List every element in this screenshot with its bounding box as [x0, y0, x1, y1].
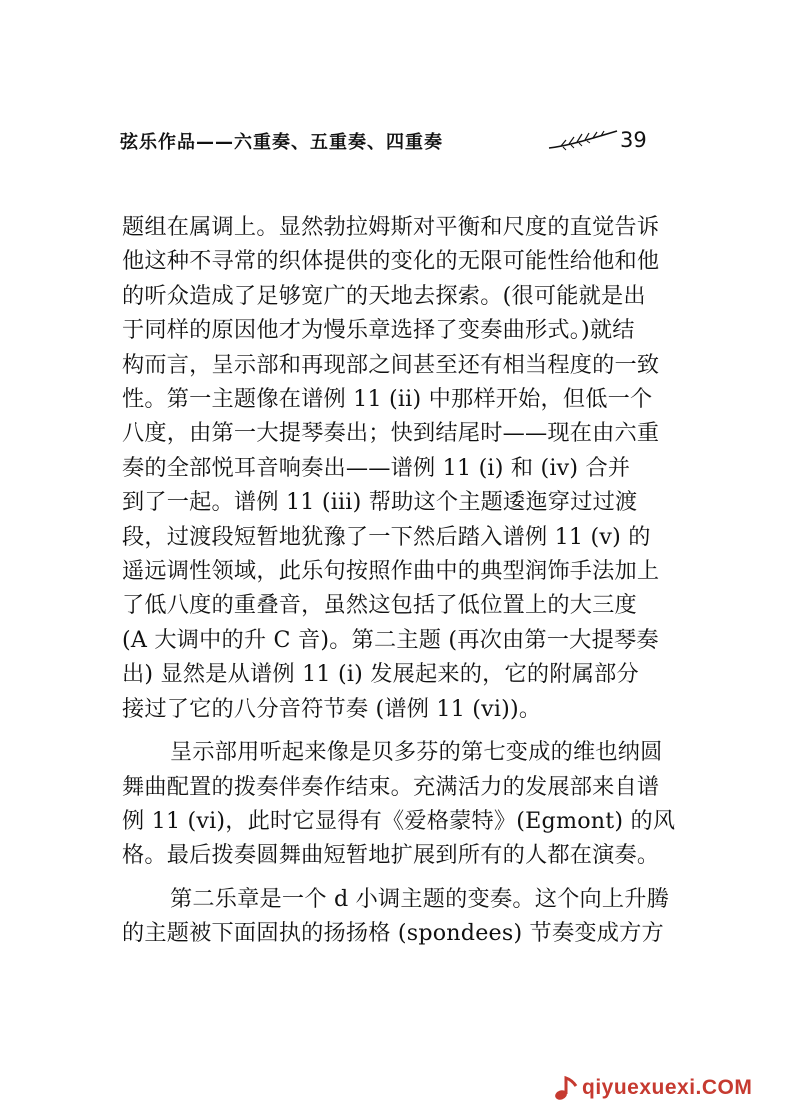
text-line: 于同样的原因他才为慢乐章选择了变奏曲形式。)就结	[122, 317, 635, 344]
text-line: 了低八度的重叠音，虽然这包括了低位置上的大三度	[122, 592, 637, 619]
text-line: (A 大调中的升 C 音)。第二主题 (再次由第一大提琴奏	[122, 626, 659, 653]
running-title: 弦乐作品——六重奏、五重奏、四重奏	[120, 132, 443, 153]
page-number: 39	[620, 128, 647, 152]
text-line: 的主题被下面固执的扬扬格 (spondees) 节奏变成方方	[122, 920, 664, 947]
text-line: 构而言，呈示部和再现部之间甚至还有相当程度的一致	[122, 351, 660, 378]
text-line: 的听众造成了足够宽广的天地去探索。(很可能就是出	[122, 282, 646, 309]
text-line: 格。最后拨奏圆舞曲短暂地扩展到所有的人都在演奏。	[122, 842, 660, 869]
text-line: 题组在属调上。显然勃拉姆斯对平衡和尺度的直觉告诉	[122, 214, 660, 240]
text-line: 段，过渡段短暂地犹豫了一下然后踏入谱例 11 (v) 的	[122, 523, 651, 550]
text-line: 呈示部用听起来像是贝多芬的第七变成的维也纳圆	[170, 739, 663, 766]
running-head	[120, 120, 680, 160]
text-line: 他这种不寻常的织体提供的变化的无限可能性给他和他	[122, 248, 660, 275]
text-line: 舞曲配置的拨奏伴奏作结束。充满活力的发展部来自谱	[122, 773, 660, 800]
music-note-logo-icon	[552, 1074, 582, 1102]
text-line: 出) 显然是从谱例 11 (i) 发展起来的，它的附属部分	[122, 661, 639, 688]
feather-flourish-icon	[547, 128, 619, 152]
text-line: 性。第一主题像在谱例 11 (ii) 中那样开始，但低一个	[122, 386, 653, 413]
text-line: 第二乐章是一个 d 小调主题的变奏。这个向上升腾	[170, 885, 670, 912]
text-line: 例 11 (vi)，此时它显得有《爱格蒙特》(Egmont) 的风	[122, 807, 676, 834]
watermark-text: qiyuexuexi.COM	[582, 1076, 753, 1099]
body-text	[122, 210, 682, 951]
site-watermark	[552, 1072, 788, 1106]
text-line: 遥远调性领域，此乐句按照作曲中的典型润饰手法加上	[122, 558, 660, 585]
text-line: 接过了它的八分音符节奏 (谱例 11 (vi))。	[122, 695, 542, 722]
text-line: 八度，由第一大提琴奏出；快到结尾时——现在由六重	[122, 420, 660, 447]
text-line: 奏的全部悦耳音响奏出——谱例 11 (i) 和 (iv) 合并	[122, 454, 631, 481]
text-line: 到了一起。谱例 11 (iii) 帮助这个主题逶迤穿过过渡	[122, 489, 638, 516]
